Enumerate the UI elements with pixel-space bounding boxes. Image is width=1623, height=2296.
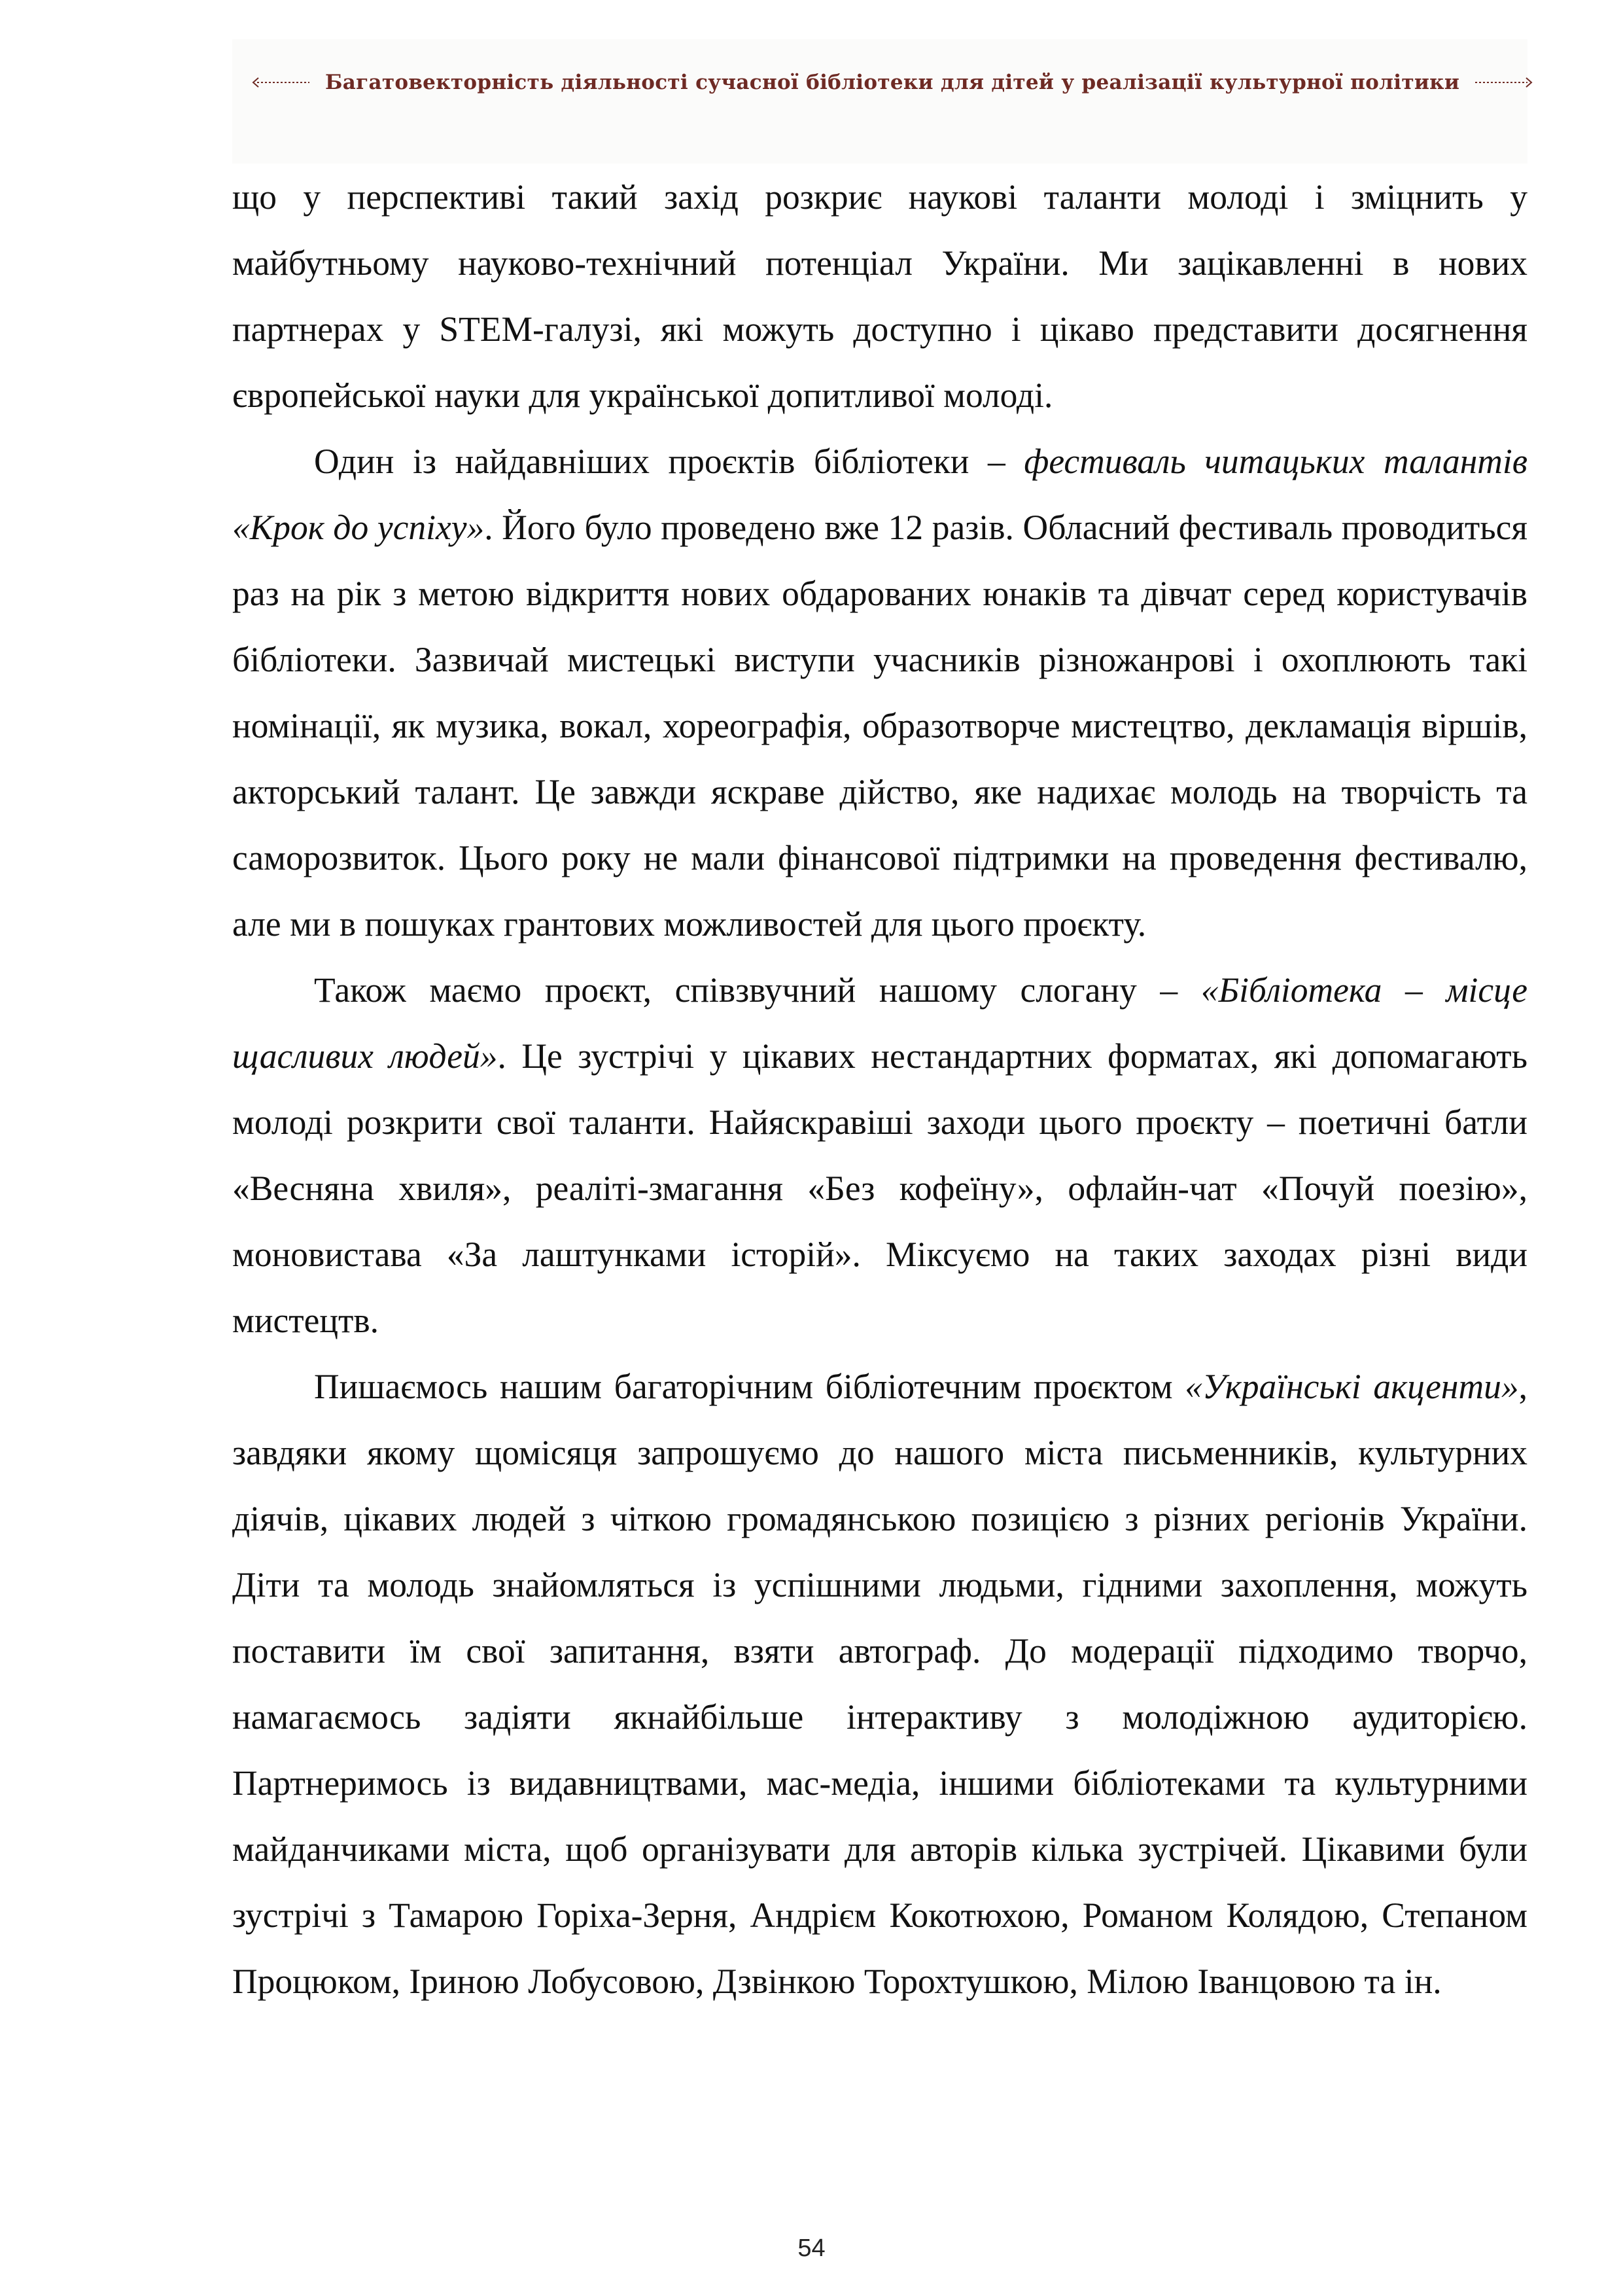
project-title: «Українські акценти» xyxy=(1185,1367,1519,1406)
page-number: 54 xyxy=(797,2234,826,2262)
paragraph-text: Також маємо проєкт, співзвучний нашому слогану – xyxy=(314,970,1201,1010)
page-body xyxy=(232,164,1527,2015)
running-header xyxy=(252,63,1488,102)
paragraph-text: , завдяки якому щомісяця запрошуємо до нашого міста письменників, культурних діячів, цікавих людей з чіткою громадянською позицією з різних регіонів України. Діти та молодь знайомляться із успішними людьми, гідними захоплення, можуть поставити їм свої запитання, взяти автограф. До модерації підходимо творчо, намагаємось задіяти якнайбільше інтерактиву з молодіжною аудиторією. Партнеримось із видавництвами, мас-медіа, іншими бібліотеками та культурними майданчиками міста, щоб організувати для авторів кілька зустрічей. Цікавими були зустрічі з Тамарою Горіха-Зерня, Андрієм Кокотюхою, Романом Колядою, Степаном Процюком, Іриною Лобусовою, Дзвінкою Торохтушкою, Мілою Іванцовою та ін. xyxy=(232,1367,1527,2001)
right-arrow-icon xyxy=(1474,75,1533,90)
paragraph-text: . Це зустрічі у цікавих нестандартних форматах, які допомагають молоді розкрити свої таланти. Найяскравіші заходи цього проєкту – поетичні батли «Весняна хвиля», реаліті-змагання «Без кофеїну», офлайн-чат «Почуй поезію», моновистава «За лаштунками історій». Міксуємо на таких заходах різні види мистецтв. xyxy=(232,1036,1528,1340)
header-title: Багатовекторність діяльності сучасної бібліотеки для дітей у реалізації культурної політики xyxy=(325,71,1460,94)
paragraph-text: що у перспективі такий захід розкриє наукові таланти молоді і зміцнить у майбутньому науково-технічний потенціал України. Ми зацікавленні в нових партнерах у STEM-галузі, які можуть доступно і цікаво представити досягнення європейської науки для української допитливої молоді. xyxy=(232,177,1527,415)
paragraph-text: . Його було проведено вже 12 разів. Обласний фестиваль проводиться раз на рік з метою відкриття нових обдарованих юнаків та дівчат серед користувачів бібліотеки. Зазвичай мистецькі виступи учасників різножанрові і охоплюють такі номінації, як музика, вокал, хореографія, образотворче мистецтво, декламація віршів, акторський талант. Це завжди яскраве дійство, яке надихає молодь на творчість та саморозвиток. Цього року не мали фінансової підтримки на проведення фестивалю, але ми в пошуках грантових можливостей для цього проєкту. xyxy=(232,508,1527,944)
paragraph-text: Пишаємось нашим багаторічним бібліотечним проєктом xyxy=(314,1367,1185,1406)
paragraph xyxy=(232,164,1527,429)
project-title: «Бібліотека – місце щасливих людей» xyxy=(232,970,1527,1076)
paragraph xyxy=(232,429,1527,957)
left-arrow-icon xyxy=(252,75,311,90)
paragraph-text: Один із найдавніших проєктів бібліотеки – xyxy=(314,442,1024,481)
project-title: фестиваль читацьких талантів «Крок до успіху» xyxy=(232,442,1527,547)
paragraph xyxy=(232,1354,1527,2015)
paragraph xyxy=(232,957,1527,1354)
